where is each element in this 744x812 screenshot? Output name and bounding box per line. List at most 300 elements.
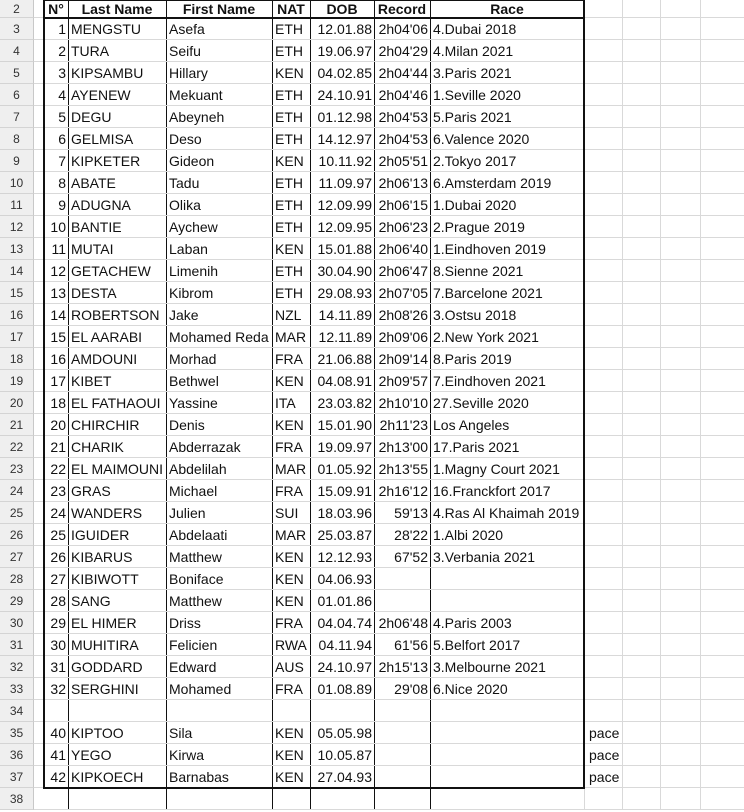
- row-header[interactable]: 13: [0, 238, 34, 260]
- cell-record[interactable]: 28'22: [394, 527, 428, 543]
- cell-last-name[interactable]: MENGSTU: [71, 21, 141, 37]
- cell-dob[interactable]: 12.11.89: [318, 329, 372, 345]
- cell-race[interactable]: 6.Nice 2020: [433, 681, 508, 697]
- row-header[interactable]: 2: [0, 0, 34, 18]
- cell-race[interactable]: 16.Franckfort 2017: [433, 483, 551, 499]
- cell-nationality[interactable]: KEN: [275, 747, 304, 763]
- cell-record[interactable]: 2h13'00: [378, 439, 428, 455]
- cell-first-name[interactable]: Gideon: [169, 153, 215, 169]
- row-header[interactable]: 20: [0, 392, 34, 414]
- cell-number[interactable]: 31: [50, 659, 66, 675]
- cell-extra[interactable]: [589, 172, 625, 193]
- cell-nationality[interactable]: SUI: [275, 505, 299, 521]
- cell-record[interactable]: [374, 590, 428, 611]
- cell-extra[interactable]: [589, 502, 625, 523]
- cell-number[interactable]: 20: [50, 417, 66, 433]
- column-header-race[interactable]: Race: [490, 1, 524, 17]
- cell-extra[interactable]: [589, 546, 625, 567]
- cell-dob[interactable]: 12.01.88: [317, 21, 372, 37]
- row-header[interactable]: 8: [0, 128, 34, 150]
- cell-race[interactable]: 17.Paris 2021: [433, 439, 520, 455]
- cell-race[interactable]: 5.Belfort 2017: [433, 637, 521, 653]
- row-header[interactable]: 21: [0, 414, 34, 436]
- cell-dob[interactable]: 10.05.87: [317, 747, 372, 763]
- cell-last-name[interactable]: KIBET: [71, 373, 112, 389]
- cell-race[interactable]: [433, 744, 587, 765]
- cell-nationality[interactable]: ETH: [275, 87, 303, 103]
- cell-number[interactable]: 22: [50, 461, 66, 477]
- cell-last-name[interactable]: EL AARABI: [71, 329, 143, 345]
- cell-race[interactable]: 2.Prague 2019: [433, 219, 525, 235]
- cell-record[interactable]: [374, 722, 428, 743]
- cell-nationality[interactable]: MAR: [275, 461, 307, 477]
- cell-record[interactable]: 2h04'06: [378, 21, 428, 37]
- cell-nationality[interactable]: NZL: [275, 307, 302, 323]
- cell-record[interactable]: 2h04'44: [378, 65, 428, 81]
- cell-last-name[interactable]: GETACHEW: [71, 263, 151, 279]
- cell-first-name[interactable]: Jake: [169, 307, 199, 323]
- cell-number[interactable]: 24: [50, 505, 66, 521]
- cell-last-name[interactable]: KIBIWOTT: [71, 571, 139, 587]
- cell-record[interactable]: 2h06'23: [378, 219, 428, 235]
- cell-race[interactable]: 8.Sienne 2021: [433, 263, 524, 279]
- column-header-record[interactable]: Record: [377, 1, 427, 17]
- cell-number[interactable]: 23: [50, 483, 66, 499]
- cell-race[interactable]: 4.Dubai 2018: [433, 21, 517, 37]
- cell-extra[interactable]: [589, 238, 625, 259]
- cell-dob[interactable]: 15.09.91: [317, 483, 372, 499]
- cell-extra[interactable]: [589, 370, 625, 391]
- cell-record[interactable]: 2h06'47: [378, 263, 428, 279]
- cell-dob[interactable]: 04.02.85: [317, 65, 372, 81]
- cell-dob[interactable]: [310, 788, 372, 809]
- cell-number[interactable]: 40: [50, 725, 66, 741]
- cell-first-name[interactable]: Matthew: [169, 549, 222, 565]
- cell-first-name[interactable]: [169, 700, 275, 721]
- cell-extra[interactable]: [589, 436, 625, 457]
- cell-nationality[interactable]: KEN: [275, 571, 304, 587]
- column-header-first[interactable]: First Name: [182, 1, 256, 17]
- cell-nationality[interactable]: [275, 700, 313, 721]
- cell-extra[interactable]: [589, 150, 625, 171]
- row-header[interactable]: 4: [0, 40, 34, 62]
- cell-number[interactable]: 2: [58, 43, 66, 59]
- cell-number[interactable]: [44, 700, 66, 721]
- cell-last-name[interactable]: MUTAI: [71, 241, 114, 257]
- row-header[interactable]: 25: [0, 502, 34, 524]
- cell-dob[interactable]: [310, 700, 372, 721]
- row-header[interactable]: 27: [0, 546, 34, 568]
- cell-last-name[interactable]: EL FATHAOUI: [71, 395, 161, 411]
- cell-dob[interactable]: 24.10.97: [317, 659, 372, 675]
- cell-race[interactable]: 1.Eindhoven 2019: [433, 241, 546, 257]
- cell-record[interactable]: [374, 700, 428, 721]
- cell-first-name[interactable]: Yassine: [169, 395, 218, 411]
- cell-extra[interactable]: [589, 84, 625, 105]
- cell-dob[interactable]: 30.04.90: [317, 263, 372, 279]
- cell-first-name[interactable]: Morhad: [169, 351, 217, 367]
- cell-last-name[interactable]: AYENEW: [71, 87, 131, 103]
- row-header[interactable]: 10: [0, 172, 34, 194]
- cell-race[interactable]: 6.Valence 2020: [433, 131, 530, 147]
- cell-race[interactable]: 6.Amsterdam 2019: [433, 175, 552, 191]
- cell-extra[interactable]: [589, 128, 625, 149]
- cell-extra[interactable]: [589, 18, 625, 39]
- cell-number[interactable]: 13: [50, 285, 66, 301]
- cell-race[interactable]: [433, 766, 587, 787]
- cell-dob[interactable]: 11.09.97: [318, 175, 372, 191]
- cell-record[interactable]: 2h16'12: [378, 483, 428, 499]
- cell-record[interactable]: 2h09'57: [378, 373, 428, 389]
- cell-dob[interactable]: 01.05.92: [317, 461, 372, 477]
- cell-extra[interactable]: [589, 590, 625, 611]
- cell-last-name[interactable]: YEGO: [71, 747, 112, 763]
- cell-first-name[interactable]: Kibrom: [169, 285, 214, 301]
- cell-first-name[interactable]: Barnabas: [169, 769, 229, 785]
- cell-dob[interactable]: 01.01.86: [317, 593, 372, 609]
- row-header[interactable]: 38: [0, 788, 34, 810]
- cell-extra[interactable]: [589, 282, 625, 303]
- cell-record[interactable]: 2h04'46: [378, 87, 428, 103]
- cell-number[interactable]: 10: [50, 219, 66, 235]
- row-header[interactable]: 32: [0, 656, 34, 678]
- cell-dob[interactable]: 19.06.97: [317, 43, 372, 59]
- cell-extra[interactable]: pace: [589, 725, 620, 741]
- cell-last-name[interactable]: IGUIDER: [71, 527, 130, 543]
- cell-number[interactable]: 14: [50, 307, 66, 323]
- cell-record[interactable]: [374, 744, 428, 765]
- cell-extra[interactable]: [589, 524, 625, 545]
- cell-first-name[interactable]: Mekuant: [169, 87, 223, 103]
- cell-race[interactable]: [433, 722, 587, 743]
- cell-extra[interactable]: [589, 304, 625, 325]
- cell-dob[interactable]: 24.10.91: [317, 87, 372, 103]
- row-header[interactable]: 33: [0, 678, 34, 700]
- row-header[interactable]: 14: [0, 260, 34, 282]
- cell-record[interactable]: 2h15'13: [378, 659, 428, 675]
- cell-last-name[interactable]: DESTA: [71, 285, 117, 301]
- cell-last-name[interactable]: SERGHINI: [71, 681, 139, 697]
- cell-number[interactable]: 12: [50, 263, 66, 279]
- cell-last-name[interactable]: EL HIMER: [71, 615, 137, 631]
- cell-record[interactable]: 2h05'51: [378, 153, 428, 169]
- cell-record[interactable]: 2h06'15: [378, 197, 428, 213]
- cell-race[interactable]: 8.Paris 2019: [433, 351, 512, 367]
- cell-nationality[interactable]: KEN: [275, 725, 304, 741]
- cell-nationality[interactable]: FRA: [275, 615, 303, 631]
- cell-number[interactable]: 3: [58, 65, 66, 81]
- cell-number[interactable]: 4: [58, 87, 66, 103]
- cell-record[interactable]: 2h11'23: [379, 417, 428, 433]
- cell-nationality[interactable]: AUS: [275, 659, 304, 675]
- row-header[interactable]: 30: [0, 612, 34, 634]
- cell-nationality[interactable]: FRA: [275, 351, 303, 367]
- cell-record[interactable]: 2h07'05: [378, 285, 428, 301]
- cell-first-name[interactable]: Michael: [169, 483, 218, 499]
- cell-dob[interactable]: 23.03.82: [317, 395, 372, 411]
- cell-dob[interactable]: 05.05.98: [317, 725, 372, 741]
- cell-record[interactable]: 2h13'55: [378, 461, 428, 477]
- cell-extra[interactable]: [589, 216, 625, 237]
- cell-race[interactable]: 2.New York 2021: [433, 329, 539, 345]
- row-header[interactable]: 26: [0, 524, 34, 546]
- cell-first-name[interactable]: Aychew: [169, 219, 218, 235]
- cell-first-name[interactable]: Abeyneh: [169, 109, 225, 125]
- cell-dob[interactable]: 15.01.88: [317, 241, 372, 257]
- cell-race[interactable]: [433, 788, 587, 809]
- cell-nationality[interactable]: ETH: [275, 219, 303, 235]
- cell-extra[interactable]: [589, 568, 625, 589]
- cell-dob[interactable]: 14.11.89: [318, 307, 372, 323]
- cell-nationality[interactable]: KEN: [275, 153, 304, 169]
- row-header[interactable]: 18: [0, 348, 34, 370]
- cell-last-name[interactable]: CHIRCHIR: [71, 417, 140, 433]
- cell-nationality[interactable]: ETH: [275, 109, 303, 125]
- cell-nationality[interactable]: FRA: [275, 483, 303, 499]
- cell-extra[interactable]: [589, 700, 625, 721]
- cell-last-name[interactable]: AMDOUNI: [71, 351, 138, 367]
- cell-record[interactable]: 67'52: [394, 549, 428, 565]
- cell-number[interactable]: 5: [58, 109, 66, 125]
- cell-first-name[interactable]: Felicien: [169, 637, 218, 653]
- cell-extra[interactable]: [589, 458, 625, 479]
- cell-first-name[interactable]: Asefa: [169, 21, 205, 37]
- cell-dob[interactable]: 29.08.93: [317, 285, 372, 301]
- cell-first-name[interactable]: Hillary: [169, 65, 208, 81]
- cell-dob[interactable]: 21.06.88: [317, 351, 372, 367]
- cell-dob[interactable]: 01.08.89: [317, 681, 372, 697]
- cell-first-name[interactable]: Mohamed: [169, 681, 232, 697]
- cell-extra[interactable]: pace: [589, 769, 620, 785]
- cell-first-name[interactable]: Boniface: [169, 571, 224, 587]
- cell-nationality[interactable]: ETH: [275, 285, 303, 301]
- cell-first-name[interactable]: Laban: [169, 241, 208, 257]
- cell-number[interactable]: 1: [58, 21, 66, 37]
- cell-dob[interactable]: 04.08.91: [317, 373, 372, 389]
- cell-race[interactable]: 4.Paris 2003: [433, 615, 512, 631]
- cell-extra[interactable]: [589, 480, 625, 501]
- cell-extra[interactable]: [589, 40, 625, 61]
- cell-extra[interactable]: [589, 392, 625, 413]
- cell-dob[interactable]: 19.09.97: [317, 439, 372, 455]
- cell-dob[interactable]: 12.09.99: [317, 197, 372, 213]
- cell-nationality[interactable]: [275, 788, 313, 809]
- cell-record[interactable]: 2h10'10: [378, 395, 428, 411]
- cell-number[interactable]: 30: [50, 637, 66, 653]
- cell-extra[interactable]: [589, 678, 625, 699]
- column-header-dob[interactable]: DOB: [326, 1, 358, 17]
- cell-nationality[interactable]: KEN: [275, 417, 304, 433]
- cell-number[interactable]: 6: [58, 131, 66, 147]
- cell-record[interactable]: 2h04'29: [378, 43, 428, 59]
- row-header[interactable]: 36: [0, 744, 34, 766]
- row-header[interactable]: 28: [0, 568, 34, 590]
- cell-record[interactable]: 2h09'06: [378, 329, 428, 345]
- cell-last-name[interactable]: BANTIE: [71, 219, 122, 235]
- cell-race[interactable]: 4.Milan 2021: [433, 43, 514, 59]
- cell-race[interactable]: [433, 590, 587, 611]
- cell-race[interactable]: 27.Seville 2020: [433, 395, 529, 411]
- cell-dob[interactable]: 25.03.87: [317, 527, 372, 543]
- cell-first-name[interactable]: Mohamed Reda: [169, 329, 269, 345]
- row-header[interactable]: 16: [0, 304, 34, 326]
- cell-extra[interactable]: [589, 414, 625, 435]
- cell-dob[interactable]: 01.12.98: [317, 109, 372, 125]
- cell-number[interactable]: 8: [58, 175, 66, 191]
- cell-number[interactable]: 42: [50, 769, 66, 785]
- cell-record[interactable]: [374, 568, 428, 589]
- cell-last-name[interactable]: ROBERTSON: [71, 307, 160, 323]
- cell-dob[interactable]: 27.04.93: [317, 769, 372, 785]
- cell-nationality[interactable]: ITA: [275, 395, 296, 411]
- cell-dob[interactable]: 18.03.96: [317, 505, 372, 521]
- row-header[interactable]: 35: [0, 722, 34, 744]
- cell-nationality[interactable]: KEN: [275, 65, 304, 81]
- row-header[interactable]: 9: [0, 150, 34, 172]
- row-header[interactable]: 23: [0, 458, 34, 480]
- cell-record[interactable]: 2h06'13: [378, 175, 428, 191]
- cell-first-name[interactable]: Olika: [169, 197, 201, 213]
- cell-last-name[interactable]: MUHITIRA: [71, 637, 139, 653]
- cell-race[interactable]: 1.Albi 2020: [433, 527, 504, 543]
- cell-record[interactable]: [374, 766, 428, 787]
- row-header[interactable]: 29: [0, 590, 34, 612]
- column-header-last[interactable]: Last Name: [81, 1, 153, 17]
- row-header[interactable]: 22: [0, 436, 34, 458]
- column-header-num[interactable]: N°: [48, 1, 64, 17]
- row-header[interactable]: 34: [0, 700, 34, 722]
- cell-last-name[interactable]: ADUGNA: [71, 197, 131, 213]
- cell-last-name[interactable]: ABATE: [71, 175, 116, 191]
- cell-record[interactable]: 2h04'53: [378, 109, 428, 125]
- cell-dob[interactable]: 12.09.95: [317, 219, 372, 235]
- cell-dob[interactable]: 10.11.92: [318, 153, 372, 169]
- cell-last-name[interactable]: KIPKOECH: [71, 769, 144, 785]
- cell-record[interactable]: 29'08: [394, 681, 428, 697]
- cell-number[interactable]: 9: [58, 197, 66, 213]
- cell-number[interactable]: [44, 788, 66, 809]
- cell-last-name[interactable]: KIPKETER: [71, 153, 141, 169]
- cell-last-name[interactable]: WANDERS: [71, 505, 143, 521]
- cell-nationality[interactable]: FRA: [275, 439, 303, 455]
- cell-race[interactable]: 1.Magny Court 2021: [433, 461, 560, 477]
- cell-first-name[interactable]: Sila: [169, 725, 193, 741]
- cell-nationality[interactable]: ETH: [275, 131, 303, 147]
- cell-first-name[interactable]: Limenih: [169, 263, 219, 279]
- row-header[interactable]: 24: [0, 480, 34, 502]
- cell-last-name[interactable]: CHARIK: [71, 439, 124, 455]
- cell-first-name[interactable]: Abdelaati: [169, 527, 228, 543]
- row-header[interactable]: 5: [0, 62, 34, 84]
- cell-number[interactable]: 11: [51, 241, 66, 257]
- cell-nationality[interactable]: ETH: [275, 197, 303, 213]
- cell-number[interactable]: 21: [50, 439, 66, 455]
- cell-race[interactable]: [433, 568, 587, 589]
- cell-race[interactable]: 7.Eindhoven 2021: [433, 373, 546, 389]
- cell-dob[interactable]: 15.01.90: [317, 417, 372, 433]
- cell-race[interactable]: 1.Seville 2020: [433, 87, 521, 103]
- row-header[interactable]: 37: [0, 766, 34, 788]
- cell-nationality[interactable]: RWA: [275, 637, 307, 653]
- cell-record[interactable]: 2h04'53: [378, 131, 428, 147]
- cell-last-name[interactable]: DEGU: [71, 109, 112, 125]
- cell-nationality[interactable]: ETH: [275, 21, 303, 37]
- cell-first-name[interactable]: Seifu: [169, 43, 201, 59]
- cell-dob[interactable]: 12.12.93: [317, 549, 372, 565]
- cell-first-name[interactable]: Abdelilah: [169, 461, 227, 477]
- cell-extra[interactable]: [589, 634, 625, 655]
- cell-last-name[interactable]: KIPTOO: [71, 725, 124, 741]
- cell-extra[interactable]: [589, 656, 625, 677]
- cell-number[interactable]: 18: [50, 395, 66, 411]
- cell-number[interactable]: 32: [50, 681, 66, 697]
- cell-nationality[interactable]: MAR: [275, 527, 307, 543]
- cell-number[interactable]: 17: [50, 373, 66, 389]
- cell-nationality[interactable]: KEN: [275, 769, 304, 785]
- cell-extra[interactable]: [589, 194, 625, 215]
- cell-first-name[interactable]: Edward: [169, 659, 217, 675]
- cell-extra[interactable]: [589, 348, 625, 369]
- cell-nationality[interactable]: KEN: [275, 373, 304, 389]
- row-header[interactable]: 15: [0, 282, 34, 304]
- cell-last-name[interactable]: [71, 788, 169, 809]
- cell-race[interactable]: 3.Melbourne 2021: [433, 659, 546, 675]
- cell-number[interactable]: 41: [50, 747, 66, 763]
- cell-dob[interactable]: 04.11.94: [318, 637, 372, 653]
- cell-race[interactable]: [433, 700, 587, 721]
- cell-race[interactable]: 1.Dubai 2020: [433, 197, 517, 213]
- row-header[interactable]: 7: [0, 106, 34, 128]
- cell-record[interactable]: 2h06'48: [378, 615, 428, 631]
- cell-number[interactable]: 7: [58, 153, 66, 169]
- cell-nationality[interactable]: ETH: [275, 263, 303, 279]
- cell-nationality[interactable]: ETH: [275, 175, 303, 191]
- cell-extra[interactable]: pace: [589, 747, 620, 763]
- cell-dob[interactable]: 04.04.74: [317, 615, 372, 631]
- cell-nationality[interactable]: KEN: [275, 593, 304, 609]
- cell-last-name[interactable]: KIPSAMBU: [71, 65, 144, 81]
- cell-last-name[interactable]: GRAS: [71, 483, 111, 499]
- cell-dob[interactable]: 14.12.97: [317, 131, 372, 147]
- cell-number[interactable]: 27: [50, 571, 66, 587]
- cell-first-name[interactable]: Kirwa: [169, 747, 205, 763]
- cell-first-name[interactable]: [169, 788, 275, 809]
- cell-nationality[interactable]: KEN: [275, 241, 304, 257]
- cell-extra[interactable]: [589, 260, 625, 281]
- cell-first-name[interactable]: Driss: [169, 615, 201, 631]
- cell-record[interactable]: 2h08'26: [378, 307, 428, 323]
- cell-record[interactable]: 61'56: [394, 637, 428, 653]
- cell-last-name[interactable]: GELMISA: [71, 131, 134, 147]
- cell-last-name[interactable]: SANG: [71, 593, 111, 609]
- cell-extra[interactable]: [589, 62, 625, 83]
- cell-number[interactable]: 16: [50, 351, 66, 367]
- cell-number[interactable]: 29: [50, 615, 66, 631]
- cell-last-name[interactable]: KIBARUS: [71, 549, 133, 565]
- cell-first-name[interactable]: Denis: [169, 417, 205, 433]
- cell-race[interactable]: 3.Ostsu 2018: [433, 307, 517, 323]
- row-header[interactable]: 12: [0, 216, 34, 238]
- cell-first-name[interactable]: Tadu: [169, 175, 200, 191]
- cell-first-name[interactable]: Deso: [169, 131, 202, 147]
- cell-record[interactable]: 59'13: [394, 505, 428, 521]
- cell-nationality[interactable]: KEN: [275, 549, 304, 565]
- cell-last-name[interactable]: TURA: [71, 43, 110, 59]
- cell-race[interactable]: 5.Paris 2021: [433, 109, 512, 125]
- cell-record[interactable]: 2h09'14: [378, 351, 428, 367]
- cell-race[interactable]: 4.Ras Al Khaimah 2019: [433, 505, 580, 521]
- cell-record[interactable]: 2h06'40: [378, 241, 428, 257]
